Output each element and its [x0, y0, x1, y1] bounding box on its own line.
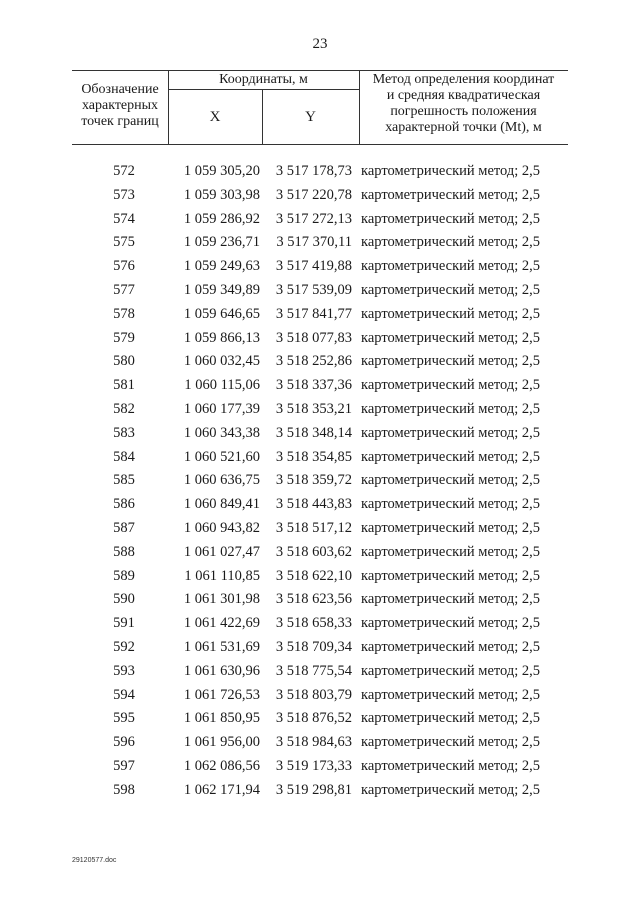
point-id: 575	[113, 234, 135, 251]
point-id: 588	[113, 543, 135, 560]
coord-x: 1 059 646,65	[183, 305, 260, 322]
table-row	[0, 327, 640, 351]
table-row	[0, 255, 640, 279]
coord-x: 1 060 849,41	[183, 496, 260, 513]
page-number: 23	[312, 36, 328, 52]
table-row	[0, 493, 640, 517]
coord-y: 3 518 803,79	[275, 686, 352, 703]
coord-y: 3 518 622,10	[275, 567, 352, 584]
table-row	[0, 422, 640, 446]
table-header	[72, 70, 568, 144]
coord-y: 3 518 337,36	[275, 377, 352, 394]
point-id: 583	[113, 424, 135, 441]
table-row	[0, 398, 640, 422]
header-designation-line-2: характерных	[81, 98, 159, 113]
table-row	[0, 636, 640, 660]
point-id: 596	[113, 734, 135, 751]
point-id: 584	[113, 448, 135, 465]
point-id: 573	[113, 186, 135, 203]
coord-x: 1 060 636,75	[183, 472, 260, 489]
coord-y: 3 519 173,33	[275, 757, 352, 774]
method-cell: картометрический метод; 2,5	[361, 377, 541, 394]
coord-x: 1 059 349,89	[183, 281, 260, 298]
coord-y: 3 517 419,88	[275, 258, 352, 275]
coord-x: 1 061 726,53	[183, 686, 260, 703]
table-row	[0, 588, 640, 612]
point-id: 592	[113, 638, 135, 655]
coord-x: 1 062 171,94	[183, 781, 260, 798]
table-row	[0, 208, 640, 232]
document-footer: 29120577.doc	[72, 857, 117, 864]
method-cell: картометрический метод; 2,5	[361, 305, 541, 322]
point-id: 594	[113, 686, 135, 703]
header-x: X	[209, 109, 221, 125]
method-cell: картометрический метод; 2,5	[361, 234, 541, 251]
method-cell: картометрический метод; 2,5	[361, 353, 541, 370]
table-row	[0, 350, 640, 374]
point-id: 586	[113, 496, 135, 513]
coord-y: 3 518 658,33	[275, 615, 352, 632]
method-cell: картометрический метод; 2,5	[361, 591, 541, 608]
coord-y: 3 517 841,77	[275, 305, 352, 322]
coord-x: 1 061 850,95	[183, 710, 260, 727]
coord-y: 3 517 539,09	[275, 281, 352, 298]
coordinates-divider	[168, 89, 359, 90]
coord-y: 3 517 272,13	[275, 210, 352, 227]
header-method	[359, 72, 568, 136]
method-cell: картометрический метод; 2,5	[361, 734, 541, 751]
coord-y: 3 518 348,14	[275, 424, 352, 441]
coord-x: 1 061 110,85	[184, 567, 260, 584]
method-cell: картометрический метод; 2,5	[361, 400, 541, 417]
coord-y: 3 518 623,56	[275, 591, 352, 608]
method-cell: картометрический метод; 2,5	[361, 210, 541, 227]
coord-x: 1 059 236,71	[183, 234, 260, 251]
header-designation-line-3: точек границ	[81, 114, 159, 129]
method-cell: картометрический метод; 2,5	[361, 448, 541, 465]
coord-y: 3 518 353,21	[275, 400, 352, 417]
table-row	[0, 541, 640, 565]
coord-y: 3 518 077,83	[275, 329, 352, 346]
coord-y: 3 519 298,81	[275, 781, 352, 798]
point-id: 595	[113, 710, 135, 727]
coord-x: 1 060 343,38	[183, 424, 260, 441]
coord-x: 1 059 249,63	[183, 258, 260, 275]
coord-x: 1 059 303,98	[183, 186, 260, 203]
header-bottom-border	[72, 144, 568, 145]
table-row	[0, 684, 640, 708]
coord-y: 3 518 354,85	[275, 448, 352, 465]
method-cell: картометрический метод; 2,5	[361, 781, 541, 798]
method-cell: картометрический метод; 2,5	[361, 472, 541, 489]
point-id: 577	[113, 281, 135, 298]
coord-x: 1 061 301,98	[183, 591, 260, 608]
header-method-line-2: и средняя квадратическая	[386, 88, 541, 103]
header-y: Y	[305, 109, 316, 125]
method-cell: картометрический метод; 2,5	[361, 543, 541, 560]
coord-x: 1 059 286,92	[183, 210, 260, 227]
point-id: 574	[113, 210, 135, 227]
table-row	[0, 160, 640, 184]
method-cell: картометрический метод; 2,5	[361, 258, 541, 275]
point-id: 582	[113, 400, 135, 417]
point-id: 572	[113, 163, 135, 179]
method-cell: картометрический метод; 2,5	[361, 662, 541, 679]
coord-y: 3 518 443,83	[275, 496, 352, 513]
header-designation	[72, 82, 168, 130]
coord-x: 1 060 032,45	[183, 353, 260, 370]
table-row	[0, 755, 640, 779]
coord-x: 1 060 177,39	[183, 400, 260, 417]
coord-x: 1 061 630,96	[183, 662, 260, 679]
coord-x: 1 059 305,20	[183, 163, 260, 179]
point-id: 579	[113, 329, 135, 346]
coord-y: 3 518 709,34	[275, 638, 352, 655]
point-id: 576	[113, 258, 135, 275]
coord-y: 3 518 775,54	[275, 662, 352, 679]
point-id: 597	[113, 757, 135, 774]
point-id: 590	[113, 591, 135, 608]
method-cell: картометрический метод; 2,5	[361, 163, 541, 179]
header-top-border	[72, 70, 568, 71]
point-id: 589	[113, 567, 135, 584]
method-cell: картометрический метод; 2,5	[361, 757, 541, 774]
point-id: 587	[113, 519, 135, 536]
coord-x: 1 060 943,82	[183, 519, 260, 536]
point-id: 598	[113, 781, 135, 798]
coord-x: 1 059 866,13	[183, 329, 260, 346]
coord-y: 3 518 252,86	[275, 353, 352, 370]
table-row	[0, 731, 640, 755]
table-row	[0, 660, 640, 684]
method-cell: картометрический метод; 2,5	[361, 519, 541, 536]
method-cell: картометрический метод; 2,5	[361, 638, 541, 655]
header-coordinates: Координаты, м	[219, 72, 308, 87]
point-id: 585	[113, 472, 135, 489]
coord-y: 3 517 370,11	[276, 234, 352, 251]
point-id: 593	[113, 662, 135, 679]
table-row	[0, 707, 640, 731]
table-row	[0, 231, 640, 255]
point-id: 580	[113, 353, 135, 370]
point-id: 578	[113, 305, 135, 322]
table-row	[0, 612, 640, 636]
table-row	[0, 279, 640, 303]
table-row	[0, 565, 640, 589]
table-row	[0, 184, 640, 208]
table-row	[0, 469, 640, 493]
header-method-line-3: погрешность положения	[390, 104, 537, 119]
method-cell: картометрический метод; 2,5	[361, 186, 541, 203]
coord-x: 1 061 027,47	[183, 543, 260, 560]
header-method-line-4: характерной точки (Mt), м	[385, 120, 542, 135]
method-cell: картометрический метод; 2,5	[361, 615, 541, 632]
header-designation-line-1: Обозначение	[81, 82, 159, 97]
coord-y: 3 518 603,62	[275, 543, 352, 560]
coord-x: 1 061 422,69	[183, 615, 260, 632]
header-method-line-1: Метод определения координат	[372, 72, 555, 87]
coord-y: 3 518 876,52	[275, 710, 352, 727]
coord-y: 3 517 178,73	[275, 163, 352, 179]
coord-y: 3 517 220,78	[275, 186, 352, 203]
coord-x: 1 061 956,00	[183, 734, 260, 751]
method-cell: картометрический метод; 2,5	[361, 710, 541, 727]
table-row	[0, 446, 640, 470]
table-row	[0, 517, 640, 541]
coord-x: 1 060 115,06	[184, 377, 260, 394]
coord-x: 1 061 531,69	[183, 638, 260, 655]
method-cell: картометрический метод; 2,5	[361, 424, 541, 441]
method-cell: картометрический метод; 2,5	[361, 281, 541, 298]
coord-y: 3 518 517,12	[275, 519, 352, 536]
coord-x: 1 060 521,60	[183, 448, 260, 465]
coord-x: 1 062 086,56	[183, 757, 260, 774]
coord-y: 3 518 984,63	[275, 734, 352, 751]
method-cell: картометрический метод; 2,5	[361, 329, 541, 346]
method-cell: картометрический метод; 2,5	[361, 567, 541, 584]
point-id: 581	[113, 377, 135, 394]
point-id: 591	[113, 615, 135, 632]
method-cell: картометрический метод; 2,5	[361, 496, 541, 513]
table-row	[0, 374, 640, 398]
table-row	[0, 303, 640, 327]
table-body	[0, 160, 640, 803]
table-row	[0, 779, 640, 803]
coord-y: 3 518 359,72	[275, 472, 352, 489]
method-cell: картометрический метод; 2,5	[361, 686, 541, 703]
